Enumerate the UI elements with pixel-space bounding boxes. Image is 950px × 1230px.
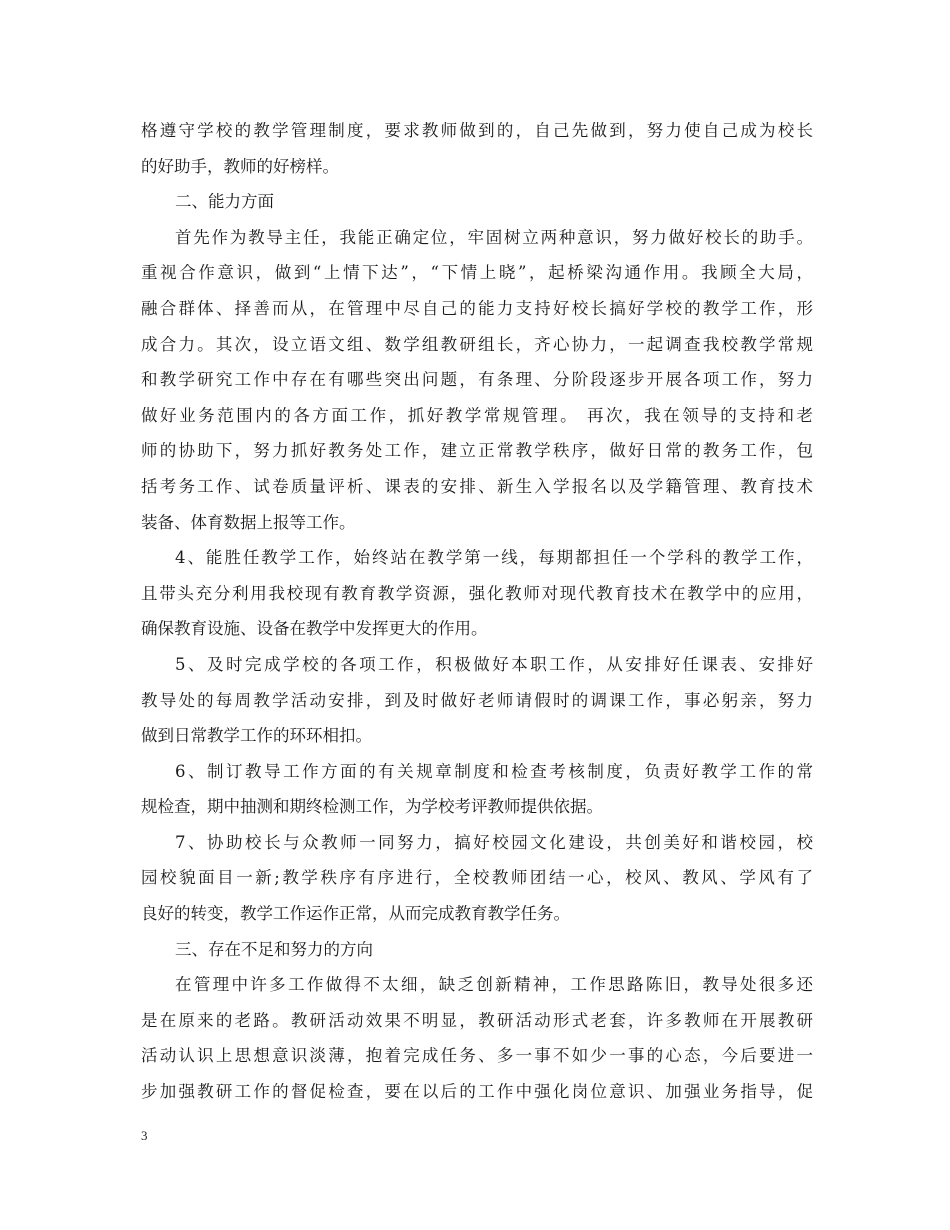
page-number: 3 [141,1128,148,1143]
text-line: 良好的转变，教学工作运作正常，从而完成教育教学任务。 [141,904,570,924]
text-line: 规检查，期中抽测和期终检测工作，为学校考评教师提供依据。 [141,797,603,817]
document-body [141,113,813,1110]
text-line: 7、协助校长与众教师一同努力，搞好校园文化建设，共创美好和谐校园，校 [175,832,813,852]
text-line: 二、能力方面 [175,192,274,212]
text-line: 确保教育设施、设备在教学中发挥更大的作用。 [141,619,488,639]
text-line: 是在原来的老路。教研活动效果不明显，教研活动形式老套，许多教师在开展教研 [141,1010,813,1030]
text-line: 在管理中许多工作做得不太细，缺乏创新精神，工作思路陈旧，教导处很多还 [175,975,813,995]
text-line: 和教学研究工作中存在有哪些突出问题，有条理、分阶段逐步开展各项工作，努力 [141,370,813,390]
text-line: 6、制订教导工作方面的有关规章制度和检查考核制度，负责好教学工作的常 [175,761,813,781]
text-line: 步加强教研工作的督促检查，要在以后的工作中强化岗位意识、加强业务指导，促 [141,1082,813,1102]
text-line: 且带头充分利用我校现有教育教学资源，强化教师对现代教育技术在教学中的应用， [141,583,813,603]
text-line: 融合群体、择善而从，在管理中尽自己的能力支持好校长搞好学校的教学工作，形 [141,298,813,318]
text-line: 重视合作意识，做到“上情下达”，“下情上晓”，起桥梁沟通作用。我顾全大局， [141,263,813,283]
text-line: 5、及时完成学校的各项工作，积极做好本职工作，从安排好任课表、安排好 [175,654,813,674]
text-line: 园校貌面目一新;教学秩序有序进行，全校教师团结一心，校风、教风、学风有了 [141,868,813,888]
text-line: 活动认识上思想意识淡薄，抱着完成任务、多一事不如少一事的心态，今后要进一 [141,1046,813,1066]
text-line: 格遵守学校的教学管理制度，要求教师做到的，自己先做到，努力使自己成为校长 [141,121,813,140]
text-line: 括考务工作、试卷质量评析、课表的安排、新生入学报名以及学籍管理、教育技术 [141,476,813,496]
text-line: 首先作为教导主任，我能正确定位，牢固树立两种意识，努力做好校长的助手。 [175,227,813,247]
text-line: 4、能胜任教学工作，始终站在教学第一线，每期都担任一个学科的教学工作， [175,548,813,568]
text-line: 教导处的每周教学活动安排，到及时做好老师请假时的调课工作，事必躬亲，努力 [141,690,813,710]
text-line: 做到日常教学工作的环环相扣。 [141,726,372,746]
text-line: 师的协助下，努力抓好教务处工作，建立正常教学秩序，做好日常的教务工作，包 [141,441,813,461]
text-line: 做好业务范围内的各方面工作，抓好教学常规管理。 再次，我在领导的支持和老 [141,405,813,425]
text-line: 的好助手，教师的好榜样。 [141,156,339,176]
text-line: 成合力。其次，设立语文组、数学组教研组长，齐心协力，一起调查我校教学常规 [141,334,813,354]
text-line: 三、存在不足和努力的方向 [175,939,373,959]
text-line: 装备、体育数据上报等工作。 [141,512,356,532]
